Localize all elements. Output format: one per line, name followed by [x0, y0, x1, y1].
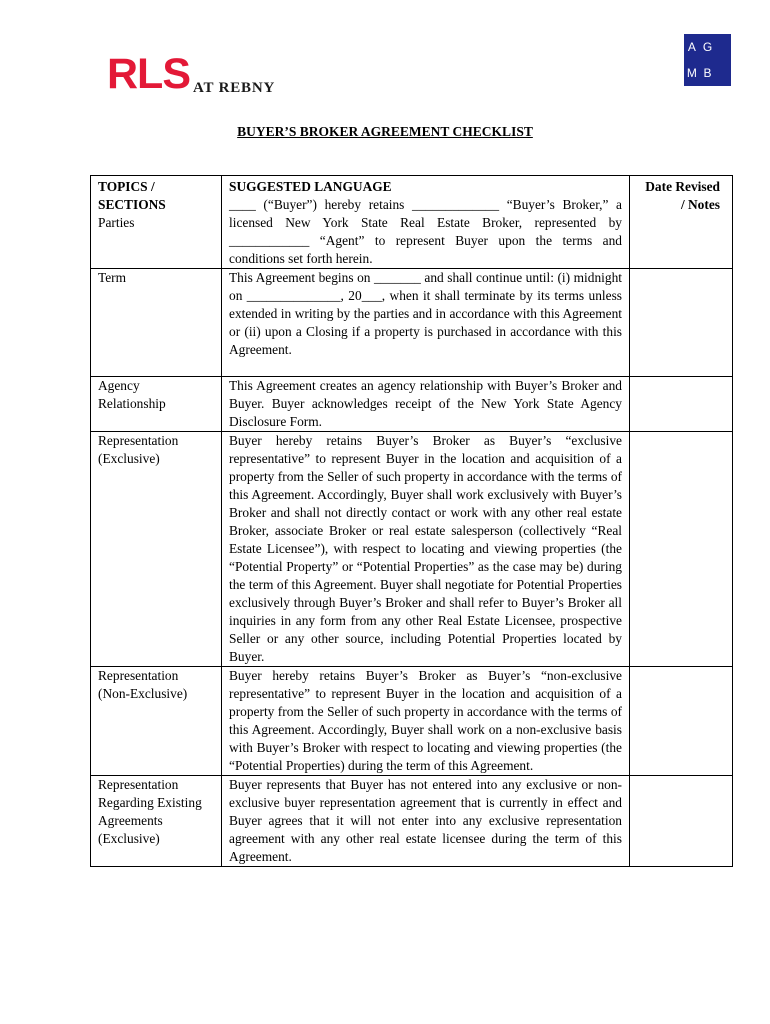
row-topic-cell [91, 667, 222, 776]
document-title: BUYER’S BROKER AGREEMENT CHECKLIST [237, 124, 533, 139]
table-header-row [91, 176, 733, 269]
notes-header-line: / Notes [680, 197, 720, 212]
row-text: This Agreement begins on _______ and shall continue until: (i) midnight on ______________, 20___, when it shall terminate by its terms unless extended in writing by the parties and in accordance with this Agreement or (ii) upon a Closing if a property is purchased in accordance with this Agreement. [222, 269, 630, 377]
agmb-logo-letter [715, 34, 731, 60]
notes-cell[interactable] [630, 776, 733, 867]
row-text: This Agreement creates an agency relationship with Buyer’s Broker and Buyer. Buyer acknowledges receipt of the New York State Agency Disclosure Form. [222, 377, 630, 432]
row-topic: (Non-Exclusive) [98, 686, 188, 701]
row-topic-cell [91, 776, 222, 867]
notes-header-line: Date Revised [645, 179, 720, 194]
row-topic: Relationship [98, 396, 166, 411]
row-topic: Representation [98, 668, 179, 683]
language-cell [222, 176, 630, 269]
row-topic: Term [98, 270, 127, 285]
table-row [91, 269, 733, 377]
row-topic: Parties [98, 215, 135, 230]
row-topic: (Exclusive) [98, 831, 160, 846]
notes-column-header [630, 176, 733, 269]
notes-cell[interactable] [630, 667, 733, 776]
notes-cell[interactable] [630, 432, 733, 667]
language-column-header: SUGGESTED LANGUAGE [229, 179, 392, 194]
agmb-logo-letter: G [702, 40, 713, 54]
row-topic: Regarding Existing [98, 795, 202, 810]
row-topic: Representation [98, 777, 179, 792]
agmb-logo-letter: M [686, 66, 697, 80]
row-topic: (Exclusive) [98, 451, 160, 466]
table-row [91, 667, 733, 776]
row-text: Buyer hereby retains Buyer’s Broker as Buyer’s “exclusive representative” to represent Buyer in the location and acquisition of a property from the Seller of such property in accordance with the terms of this Agreement. Accordingly, Buyer shall work exclusively with Buyer’s Broker and shall not directly contact or work with any other real estate Broker, associate Broker or real estate salesperson (collectively “Real Estate Licensee”), with respect to locating and viewing properties (the “Potential Property” or “Potential Properties” as the case may be) during the term of this Agreement. Buyer shall negotiate for Potential Properties exclusively through Buyer’s Broker and shall refer to Buyer’s Broker all inquiries in any form from any other Real Estate Licensee, prospective Seller or any other source, including Potential Properties located by Buyer. [222, 432, 630, 667]
topics-header-line: SECTIONS [98, 197, 166, 212]
topics-header-line: TOPICS / [98, 179, 155, 194]
agmb-logo [684, 34, 731, 86]
rebny-logo-text: AT REBNY [193, 80, 276, 96]
row-topic: Agency [98, 378, 140, 393]
rls-at-rebny-logo [107, 50, 276, 98]
notes-cell[interactable] [630, 269, 733, 377]
row-topic: Representation [98, 433, 179, 448]
agmb-logo-letter [715, 60, 731, 86]
row-text: Buyer hereby retains Buyer’s Broker as Buyer’s “non-exclusive representative” to represent Buyer in the location and acquisition of a property from the Seller of such property in accordance with the terms of this Agreement. Accordingly, Buyer shall work on a non-exclusive basis with Buyer’s Broker with respect to locating and viewing properties (the “Potential Properties) during the term of this Agreement. [222, 667, 630, 776]
table-row [91, 377, 733, 432]
table-row [91, 776, 733, 867]
row-text: ____ (“Buyer”) hereby retains _____________ “Buyer’s Broker,” a licensed New York State Real Estate Broker, represented by ____________ “Agent” to represent Buyer upon the terms and conditions set forth herein. [229, 197, 622, 266]
row-topic-cell [91, 377, 222, 432]
row-text: Buyer represents that Buyer has not entered into any exclusive or non-exclusive buyer representation agreement that is currently in effect and Buyer agrees that it will not enter into any exclusive representation agreement with any other real estate licensee during the term of this Agreement. [222, 776, 630, 867]
row-topic: Agreements [98, 813, 163, 828]
table-row [91, 432, 733, 667]
row-topic-cell [91, 269, 222, 377]
row-topic-cell [91, 432, 222, 667]
agmb-logo-letter: B [703, 66, 712, 80]
checklist-table [90, 175, 733, 867]
topics-column-header [91, 176, 222, 269]
rls-logo-mark: RLS [107, 50, 190, 98]
notes-cell[interactable] [630, 377, 733, 432]
agmb-logo-letter: A [687, 40, 696, 54]
